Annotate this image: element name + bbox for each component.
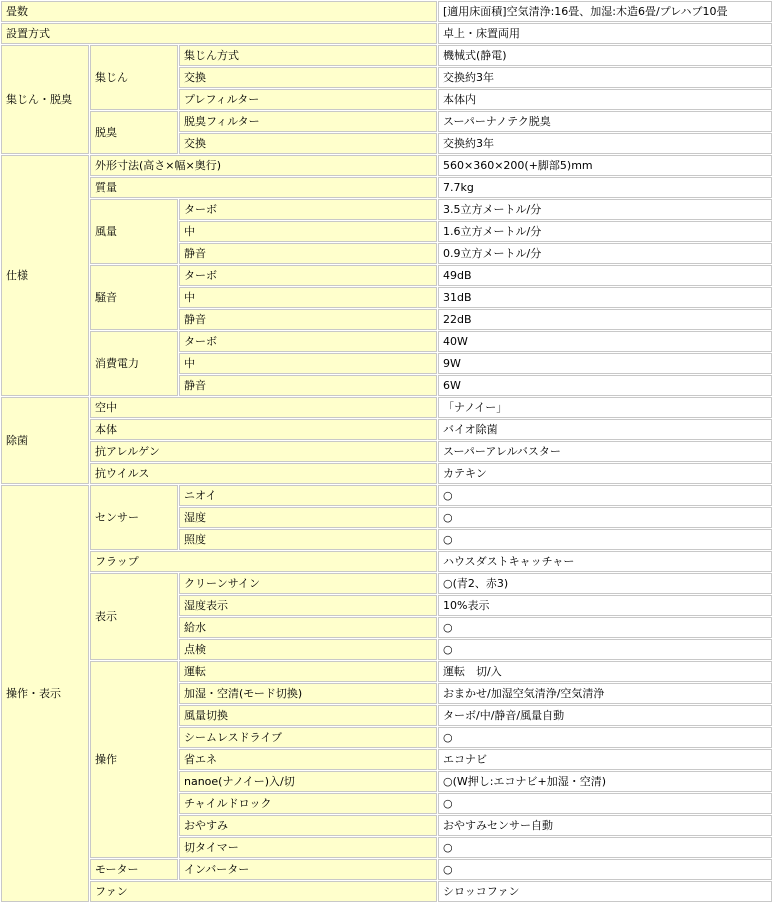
row-label-power-turbo: ターボ: [179, 331, 437, 352]
row-value-child-lock: ○: [438, 793, 772, 814]
row-label-noise-turbo: ターボ: [179, 265, 437, 286]
row-label-prefilter: プレフィルター: [179, 89, 437, 110]
row-value-run: 運転 切/入: [438, 661, 772, 682]
subgroup-label-display: 表示: [90, 573, 178, 660]
row-label-seamless: シームレスドライブ: [179, 727, 437, 748]
row-label-airflow-quiet: 静音: [179, 243, 437, 264]
row-label-power-quiet: 静音: [179, 375, 437, 396]
group-label-spec: 仕様: [1, 155, 89, 396]
table-row: [1, 859, 772, 880]
row-value-sensor-odor: ○: [438, 485, 772, 506]
row-label-off-timer: 切タイマー: [179, 837, 437, 858]
subgroup-label-airflow: 風量: [90, 199, 178, 264]
row-value-power-turbo: 40W: [438, 331, 772, 352]
row-label-airflow-turbo: ターボ: [179, 199, 437, 220]
row-label-sensor-humidity: 湿度: [179, 507, 437, 528]
row-value-deodor-replace: 交換約3年: [438, 133, 772, 154]
row-label-clean-sign: クリーンサイン: [179, 573, 437, 594]
row-label-noise-mid: 中: [179, 287, 437, 308]
table-row: [1, 441, 772, 462]
table-row: [1, 23, 772, 44]
row-value-fan: シロッコファン: [438, 881, 772, 902]
row-value-dust-method: 機械式(静電): [438, 45, 772, 66]
row-value-virus: カテキン: [438, 463, 772, 484]
row-label-flap: フラップ: [90, 551, 437, 572]
row-value-nanoe: ○(W押し:エコナビ+加湿・空清): [438, 771, 772, 792]
row-label-fan-switch: 風量切換: [179, 705, 437, 726]
row-value-sterilize-body: バイオ除菌: [438, 419, 772, 440]
group-label-operation: 操作・表示: [1, 485, 89, 902]
row-label-deodor-replace: 交換: [179, 133, 437, 154]
row-label-dimensions: 外形寸法(高さ×幅×奥行): [90, 155, 437, 176]
table-row: [1, 45, 772, 66]
row-label-install: 設置方式: [1, 23, 437, 44]
row-value-power-mid: 9W: [438, 353, 772, 374]
table-row: [1, 1, 772, 22]
row-value-mass: 7.7kg: [438, 177, 772, 198]
row-value-allergen: スーパーアレルバスター: [438, 441, 772, 462]
row-value-airflow-quiet: 0.9立方メートル/分: [438, 243, 772, 264]
row-value-tatami: [適用床面積]空気清浄:16畳、加湿:木造6畳/プレハブ10畳: [438, 1, 772, 22]
subgroup-label-motor: モーター: [90, 859, 178, 880]
row-value-seamless: ○: [438, 727, 772, 748]
table-row: [1, 573, 772, 594]
row-label-sterilize-air: 空中: [90, 397, 437, 418]
row-value-sensor-humidity: ○: [438, 507, 772, 528]
table-row: [1, 397, 772, 418]
row-value-noise-mid: 31dB: [438, 287, 772, 308]
table-row: [1, 881, 772, 902]
row-value-sterilize-air: 「ナノイー」: [438, 397, 772, 418]
row-value-power-quiet: 6W: [438, 375, 772, 396]
row-value-dust-replace: 交換約3年: [438, 67, 772, 88]
row-label-sensor-odor: ニオイ: [179, 485, 437, 506]
row-value-flap: ハウスダストキャッチャー: [438, 551, 772, 572]
row-label-airflow-mid: 中: [179, 221, 437, 242]
table-row: [1, 265, 772, 286]
row-value-noise-turbo: 49dB: [438, 265, 772, 286]
row-label-sterilize-body: 本体: [90, 419, 437, 440]
row-label-dust-replace: 交換: [179, 67, 437, 88]
row-label-humidity-display: 湿度表示: [179, 595, 437, 616]
table-row: [1, 111, 772, 132]
row-label-sensor-illuminance: 照度: [179, 529, 437, 550]
row-value-water: ○: [438, 617, 772, 638]
table-row: [1, 199, 772, 220]
row-value-deodor-filter: スーパーナノテク脱臭: [438, 111, 772, 132]
row-label-allergen: 抗アレルゲン: [90, 441, 437, 462]
subgroup-label-deodor: 脱臭: [90, 111, 178, 154]
row-label-dust-method: 集じん方式: [179, 45, 437, 66]
row-label-fan: ファン: [90, 881, 437, 902]
row-label-eco: 省エネ: [179, 749, 437, 770]
table-row: [1, 485, 772, 506]
row-value-fan-switch: ターボ/中/静音/風量自動: [438, 705, 772, 726]
row-label-tatami: 畳数: [1, 1, 437, 22]
row-value-sensor-illuminance: ○: [438, 529, 772, 550]
row-value-humidity-display: 10%表示: [438, 595, 772, 616]
row-label-inverter: インバーター: [179, 859, 437, 880]
table-row: [1, 155, 772, 176]
row-label-mass: 質量: [90, 177, 437, 198]
table-row: [1, 463, 772, 484]
table-row: [1, 177, 772, 198]
row-label-inspect: 点検: [179, 639, 437, 660]
row-label-virus: 抗ウイルス: [90, 463, 437, 484]
row-label-mode: 加湿・空清(モード切換): [179, 683, 437, 704]
row-value-dimensions: 560×360×200(+脚部5)mm: [438, 155, 772, 176]
row-value-eco: エコナビ: [438, 749, 772, 770]
subgroup-label-dust: 集じん: [90, 45, 178, 110]
row-label-power-mid: 中: [179, 353, 437, 374]
row-value-airflow-mid: 1.6立方メートル/分: [438, 221, 772, 242]
row-value-sleep: おやすみセンサー自動: [438, 815, 772, 836]
row-value-install: 卓上・床置両用: [438, 23, 772, 44]
row-label-water: 給水: [179, 617, 437, 638]
row-value-off-timer: ○: [438, 837, 772, 858]
group-label-sterilize: 除菌: [1, 397, 89, 484]
subgroup-label-control: 操作: [90, 661, 178, 858]
row-value-prefilter: 本体内: [438, 89, 772, 110]
table-row: [1, 661, 772, 682]
row-value-clean-sign: ○(青2、赤3): [438, 573, 772, 594]
group-label-dust-deodor: 集じん・脱臭: [1, 45, 89, 154]
row-value-airflow-turbo: 3.5立方メートル/分: [438, 199, 772, 220]
subgroup-label-noise: 騒音: [90, 265, 178, 330]
row-label-sleep: おやすみ: [179, 815, 437, 836]
row-label-nanoe: nanoe(ナノイー)入/切: [179, 771, 437, 792]
row-label-deodor-filter: 脱臭フィルター: [179, 111, 437, 132]
row-label-run: 運転: [179, 661, 437, 682]
row-value-inverter: ○: [438, 859, 772, 880]
row-value-mode: おまかせ/加湿空気清浄/空気清浄: [438, 683, 772, 704]
row-label-child-lock: チャイルドロック: [179, 793, 437, 814]
subgroup-label-sensor: センサー: [90, 485, 178, 550]
table-row: [1, 551, 772, 572]
table-row: [1, 331, 772, 352]
row-value-noise-quiet: 22dB: [438, 309, 772, 330]
row-value-inspect: ○: [438, 639, 772, 660]
row-label-noise-quiet: 静音: [179, 309, 437, 330]
table-row: [1, 419, 772, 440]
subgroup-label-power: 消費電力: [90, 331, 178, 396]
